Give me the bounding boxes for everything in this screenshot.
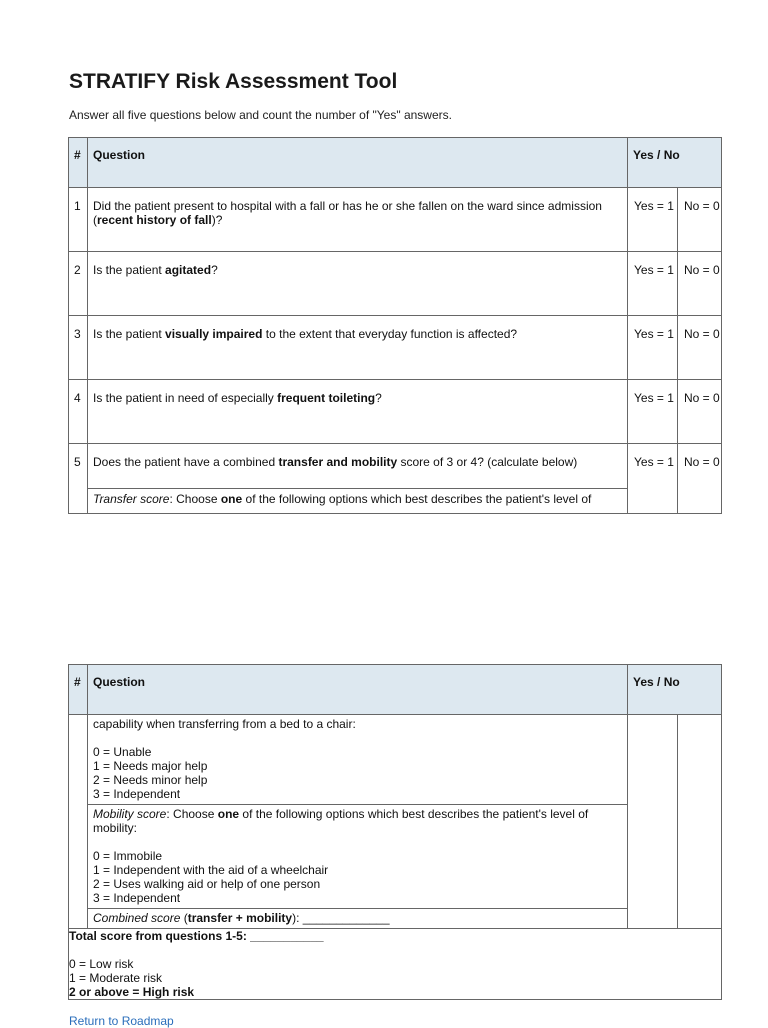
score-calculation-cell [88, 715, 628, 929]
instructions-text: Answer all five questions below and count the number of "Yes" answers. [69, 108, 452, 122]
header-question: Question [88, 665, 628, 715]
no-option[interactable]: No = 0 [678, 252, 722, 316]
question-number: 4 [69, 380, 88, 444]
empty-num-cell [69, 715, 88, 929]
transfer-score-intro: Transfer score: Choose one of the following options which best describes the patient's level of [88, 488, 627, 509]
question-text: Is the patient visually impaired to the extent that everyday function is affected? [88, 316, 628, 380]
header-num: # [69, 138, 88, 188]
header-num: # [69, 665, 88, 715]
header-yesno: Yes / No [628, 138, 722, 188]
question-row-1 [69, 188, 722, 252]
transfer-option: 0 = Unable [93, 745, 152, 759]
table-header-row [69, 665, 722, 715]
question-row-4 [69, 380, 722, 444]
risk-level-low: 0 = Low risk [69, 957, 134, 971]
question-row-3 [69, 316, 722, 380]
empty-yes-cell [628, 715, 678, 929]
no-option[interactable]: No = 0 [678, 444, 722, 514]
mobility-option: 1 = Independent with the aid of a wheelchair [93, 863, 329, 877]
mobility-option: 3 = Independent [93, 891, 181, 905]
combined-score-blank[interactable]: _____________ [302, 911, 390, 925]
header-question: Question [88, 138, 628, 188]
yes-option[interactable]: Yes = 1 [628, 252, 678, 316]
total-score-blank[interactable]: ___________ [250, 929, 324, 943]
question-text: Did the patient present to hospital with a fall or has he or she fallen on the ward since admission (recent history of fall)? [88, 188, 628, 252]
return-to-roadmap-link[interactable]: Return to Roadmap [69, 1014, 174, 1028]
table-header-row [69, 138, 722, 188]
question-text: Is the patient agitated? [88, 252, 628, 316]
score-calculation-row [69, 715, 722, 929]
transfer-score-section: capability when transferring from a bed to a chair: 0 = Unable 1 = Needs major help 2 = Needs minor help 3 = Independent [88, 715, 627, 804]
questions-table [68, 137, 722, 514]
combined-score-line: Combined score (transfer + mobility): _____________ [88, 908, 627, 928]
mobility-option: 2 = Uses walking aid or help of one person [93, 877, 321, 891]
transfer-option: 2 = Needs minor help [93, 773, 208, 787]
yes-option[interactable]: Yes = 1 [628, 316, 678, 380]
question-text: Does the patient have a combined transfer and mobility score of 3 or 4? (calculate below) Transfer score: Choose one of the following options which best describes the patient's level of [88, 444, 628, 514]
total-score-row [69, 929, 722, 1000]
transfer-option: 3 = Independent [93, 787, 181, 801]
no-option[interactable]: No = 0 [678, 316, 722, 380]
question-row-5 [69, 444, 722, 514]
question-row-2 [69, 252, 722, 316]
yes-option[interactable]: Yes = 1 [628, 188, 678, 252]
total-score-cell: Total score from questions 1-5: ___________ 0 = Low risk 1 = Moderate risk 2 or above = High risk [69, 929, 722, 1000]
risk-level-high: 2 or above = High risk [69, 985, 195, 999]
question-number: 1 [69, 188, 88, 252]
question-text: Is the patient in need of especially frequent toileting? [88, 380, 628, 444]
questions-table-continued [68, 664, 722, 1000]
transfer-option: 1 = Needs major help [93, 759, 208, 773]
header-yesno: Yes / No [628, 665, 722, 715]
no-option[interactable]: No = 0 [678, 188, 722, 252]
no-option[interactable]: No = 0 [678, 380, 722, 444]
risk-level-moderate: 1 = Moderate risk [69, 971, 163, 985]
question-number: 5 [69, 444, 88, 514]
yes-option[interactable]: Yes = 1 [628, 444, 678, 514]
page-title: STRATIFY Risk Assessment Tool [69, 70, 398, 93]
empty-no-cell [678, 715, 722, 929]
mobility-score-section: Mobility score: Choose one of the following options which best describes the patient's level of mobility: 0 = Immobile 1 = Independent with the aid of a wheelchair 2 = Uses walking aid or help of one person 3 = Independent [88, 804, 627, 908]
question-number: 3 [69, 316, 88, 380]
yes-option[interactable]: Yes = 1 [628, 380, 678, 444]
question-number: 2 [69, 252, 88, 316]
mobility-option: 0 = Immobile [93, 849, 163, 863]
